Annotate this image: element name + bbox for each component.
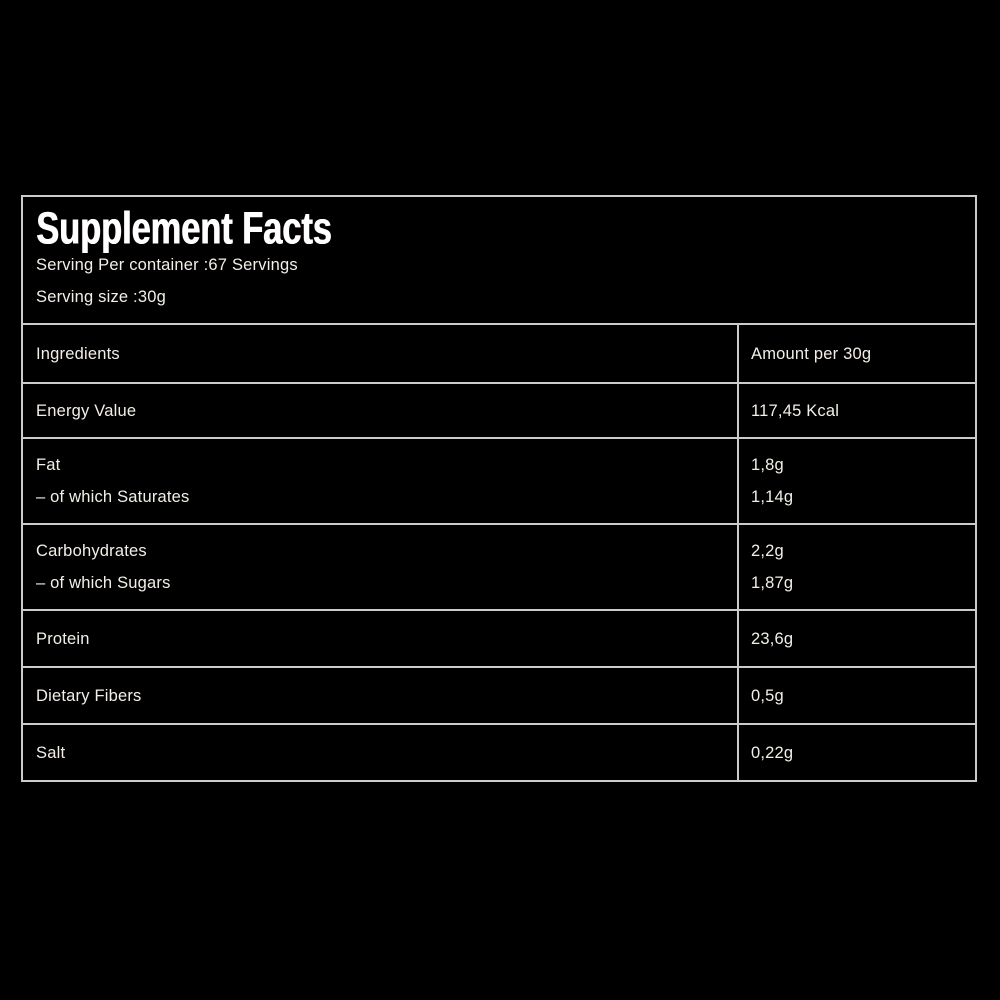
ingredient-name-cell <box>23 384 737 437</box>
label-title: Supplement Facts <box>36 202 332 254</box>
table-row <box>23 609 975 666</box>
amount-header-label: Amount per 30g <box>751 344 872 363</box>
label-header <box>23 197 975 323</box>
ingredient-amount-cell <box>737 525 975 609</box>
ingredient-name: Carbohydrates <box>36 542 147 560</box>
ingredient-name: Protein <box>36 629 90 648</box>
ingredient-amount-cell <box>737 611 975 666</box>
ingredient-amount: 0,5g <box>751 686 784 705</box>
ingredient-name-cell <box>23 668 737 723</box>
table-row <box>23 437 975 523</box>
ingredient-amount-cell <box>737 725 975 780</box>
ingredient-subamount: 1,14g <box>751 488 794 506</box>
ingredients-header-label: Ingredients <box>36 344 120 363</box>
table-row <box>23 723 975 780</box>
ingredient-name: Dietary Fibers <box>36 686 142 705</box>
ingredients-header-cell <box>23 325 737 382</box>
ingredient-subname: – of which Saturates <box>36 488 190 506</box>
ingredient-amount: 1,8g <box>751 456 784 474</box>
table-row <box>23 666 975 723</box>
supplement-facts-panel <box>21 195 977 782</box>
ingredient-amount: 0,22g <box>751 743 794 762</box>
serving-size-text: Serving size :30g <box>36 288 166 307</box>
ingredient-name-cell <box>23 439 737 523</box>
ingredient-name-cell <box>23 725 737 780</box>
ingredient-name-cell <box>23 525 737 609</box>
ingredient-subname: – of which Sugars <box>36 574 171 592</box>
ingredient-subamount: 1,87g <box>751 574 794 592</box>
serving-per-container-text: Serving Per container :67 Servings <box>36 256 298 275</box>
ingredient-amount-cell <box>737 384 975 437</box>
ingredient-amount-cell <box>737 668 975 723</box>
ingredient-amount: 2,2g <box>751 542 784 560</box>
amount-header-cell <box>737 325 975 382</box>
ingredient-amount: 117,45 Kcal <box>751 401 840 420</box>
ingredient-amount: 23,6g <box>751 629 794 648</box>
ingredient-name: Salt <box>36 743 66 762</box>
table-header-row <box>23 323 975 382</box>
table-row <box>23 523 975 609</box>
table-row <box>23 382 975 437</box>
ingredient-amount-cell <box>737 439 975 523</box>
ingredient-name-cell <box>23 611 737 666</box>
ingredient-name: Fat <box>36 456 61 474</box>
ingredient-name: Energy Value <box>36 401 137 420</box>
